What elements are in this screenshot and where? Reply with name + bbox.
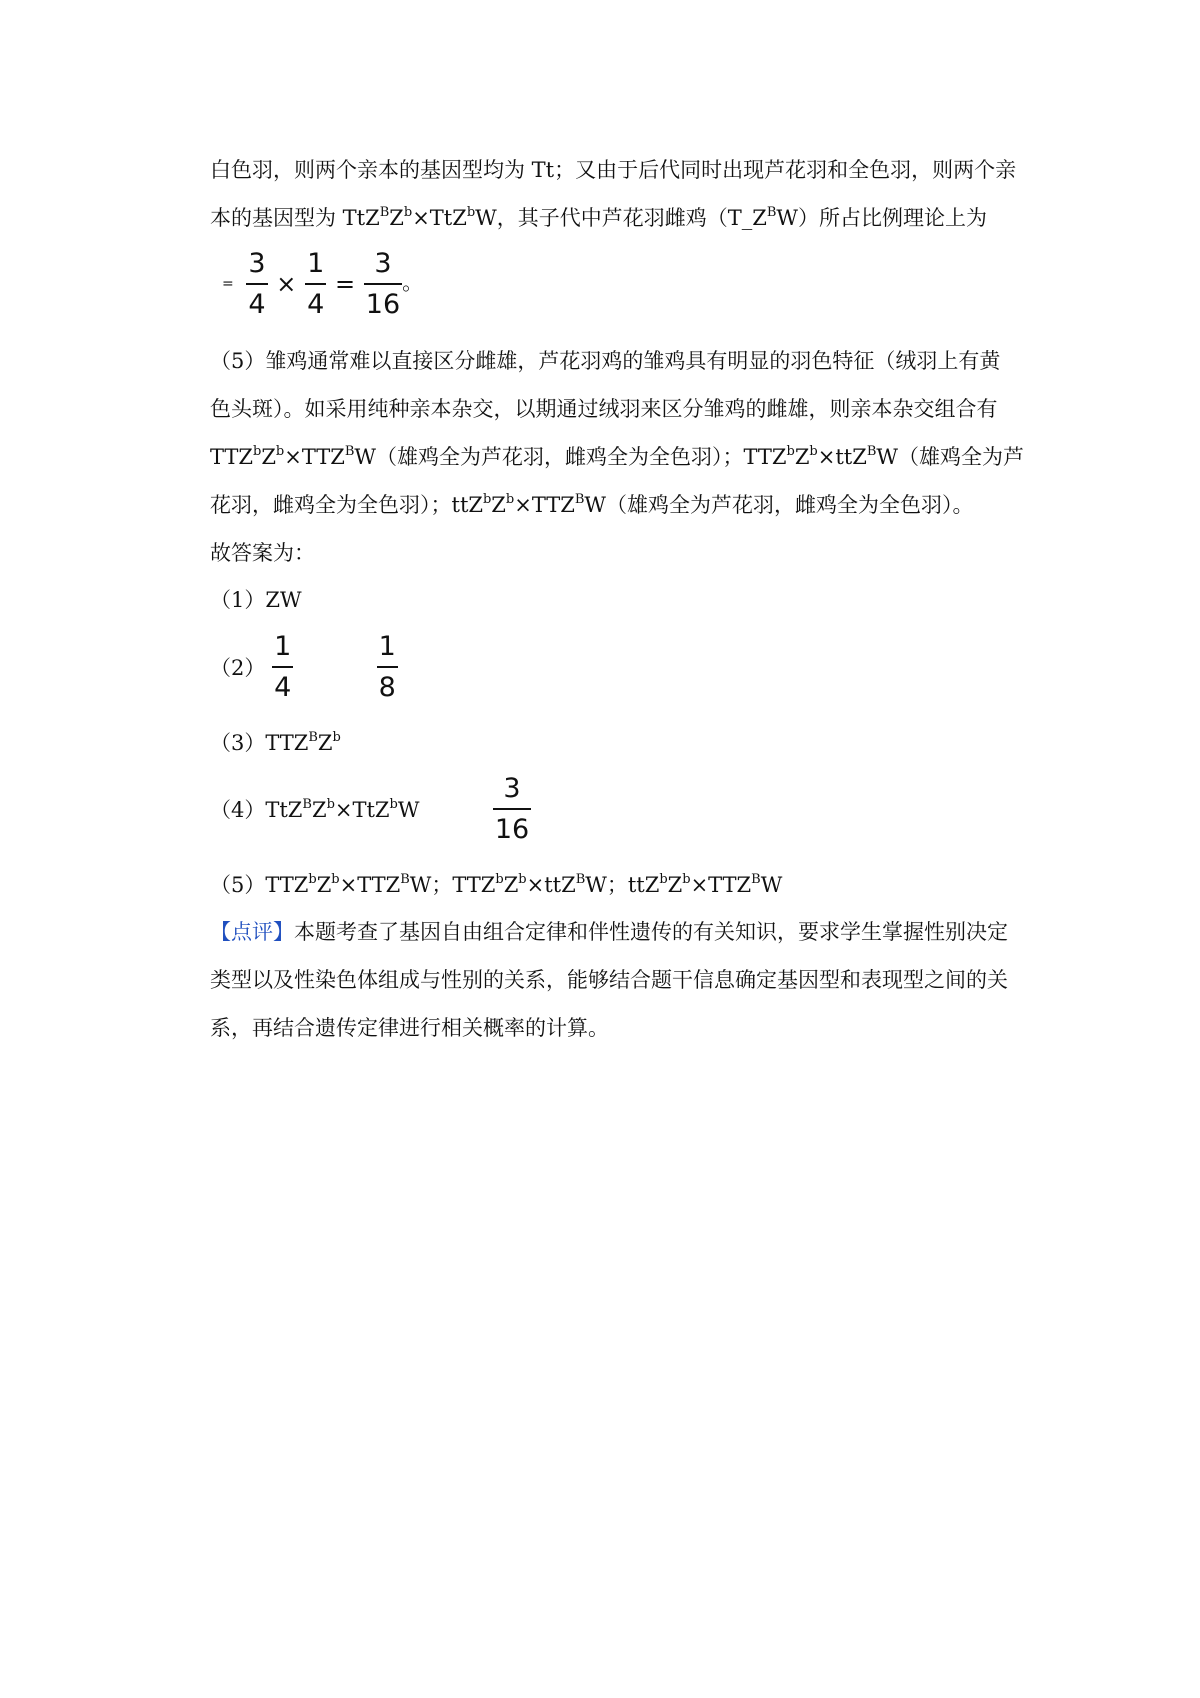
para4-line1: 白色羽，则两个亲本的基因型均为 Tt；又由于后代同时出现芦花羽和全色羽，则两个亲 (210, 158, 1017, 182)
fraction-3-16: $\frac{3}{16}$ (494, 773, 530, 845)
answer-5: $(5)TTZ^bZ^b\times TTZ^BW$；$TTZ^bZ^b\times ttZ^BW$；$ttZ^bZ^b\times TTZ^BW$ (210, 872, 783, 897)
para4-line2: 本的基因型为 $TtZ^BZ^b\times TtZ^bW$，其子代中芦花羽雌鸡$(T\_Z^BW)$所占比例理论上为 (210, 205, 988, 230)
comment-line1: 【点评】本题考查了基因自由组合定律和伴性遗传的有关知识，要求学生掌握性别决定 (210, 920, 1008, 944)
comment-line3: 系，再结合遗传定律进行相关概率的计算。 (210, 1016, 609, 1040)
fraction-3-16: $\frac{3}{16}$ (365, 248, 401, 320)
answer-1: （1）ZW (210, 588, 302, 612)
answer-2: （2） $\frac{1}{4}$ $\frac{1}{8}$ (210, 631, 396, 703)
answer-3: $(3)TTZ^BZ^b$ (210, 730, 341, 755)
fraction-3-4: $\frac{3}{4}$ (248, 248, 266, 320)
para5-line1: （5）雏鸡通常难以直接区分雌雄，芦花羽鸡的雏鸡具有明显的羽色特征（绒羽上有黄 (210, 349, 1001, 373)
comment-tag: 【点评】 (210, 920, 294, 944)
fraction-1-4: $\frac{1}{4}$ (274, 631, 292, 703)
answer-heading: 故答案为： (210, 541, 315, 565)
answer-4: $(4)TtZ^BZ^b\times TtZ^bW$ $\frac{3}{16}$ (210, 773, 530, 845)
para5-line2: 色头斑）。如采用纯种亲本杂交，以期通过绒羽来区分雏鸡的雌雄，则亲本杂交组合有 (210, 397, 998, 421)
comment-line2: 类型以及性染色体组成与性别的关系，能够结合题干信息确定基因型和表现型之间的关 (210, 968, 1008, 992)
para5-line3: $TTZ^bZ^b\times TTZ^BW$（雄鸡全为芦花羽，雌鸡全为全色羽）；$TTZ^bZ^b\times ttZ^BW$（雄鸡全为芦 (210, 444, 1024, 469)
para5-line4: 花羽，雌鸡全为全色羽）；$ttZ^bZ^b\times TTZ^BW$（雄鸡全为芦花羽，雌鸡全为全色羽）。 (210, 492, 974, 517)
fraction-1-4: $\frac{1}{4}$ (307, 248, 325, 320)
probability-formula: = $\frac{3}{4}$ × $\frac{1}{4}$ = $\frac{3}{16}$ 。 (222, 248, 424, 320)
fraction-1-8: $\frac{1}{8}$ (378, 631, 396, 703)
